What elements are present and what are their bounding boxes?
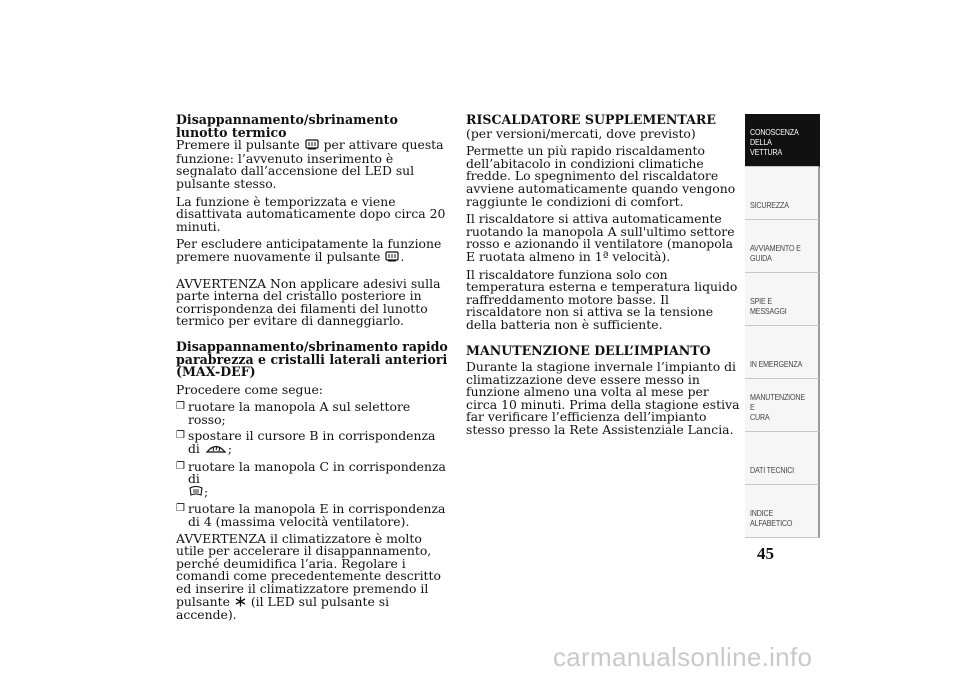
windshield-defrost-icon bbox=[205, 443, 227, 457]
chapter-tab-label: IN EMERGENZA bbox=[750, 359, 803, 369]
chapter-tab-label: SPIE E MESSAGGI bbox=[750, 296, 787, 316]
section-heading-heater: RISCALDATORE SUPPLEMENTARE bbox=[466, 112, 716, 127]
chapter-tab[interactable] bbox=[745, 432, 820, 485]
chapter-tab-label: AVVIAMENTO E GUIDA bbox=[750, 243, 801, 263]
checkbox-bullet-icon: ❒ bbox=[176, 460, 185, 472]
warning-paragraph: AVVERTENZA Non applicare adesivi sulla parte interna del cristallo posteriore in corrispondenza dei filamenti del lunotto termico per evitare di danneggiarlo. bbox=[176, 275, 441, 329]
watermark: carmanualsonline.info bbox=[553, 642, 813, 672]
chapter-tab-label: CONOSCENZA DELLA VETTURA bbox=[750, 127, 799, 157]
section-heading-maintenance: MANUTENZIONE DELL’IMPIANTO bbox=[466, 342, 711, 358]
chapter-tab-label: INDICE ALFABETICO bbox=[750, 508, 793, 528]
paragraph: Permette un più rapido riscaldamento dell’abitacolo in condizioni climatiche fredde. Lo spegnimento del riscaldatore avviene automaticamente quando vengono raggiunte le condizioni di comfort. bbox=[466, 143, 736, 209]
warning-paragraph: AVVERTENZA il climatizzatore è molto utile per accelerare il disappannamento, perché deumidifica l’aria. Regolare i comandi come precedentemente descritto ed inserire il climatizzatore premendo il pulsante (il LED sul pulsante si accende). bbox=[176, 530, 441, 623]
page-number: 45 bbox=[757, 544, 774, 563]
chapter-tab[interactable] bbox=[745, 379, 820, 432]
list-item: ❒ ruotare la manopola E in corrispondenza di 4 (massima velocità ventilatore). bbox=[176, 501, 446, 530]
chapter-tab[interactable] bbox=[745, 326, 820, 379]
left-column bbox=[176, 114, 448, 627]
paragraph: Premere il pulsante per attivare questa funzione: l’avvenuto inserimento è segnalato dall’accensione del LED sul pulsante stesso. bbox=[176, 137, 444, 191]
chapter-tab[interactable] bbox=[745, 114, 820, 167]
paragraph: Il riscaldatore si attiva automaticamente ruotando la manopola A sull'ultimo settore rosso e azionando il ventilatore (manopola E ruotata almeno in 1ª velocità). bbox=[466, 211, 735, 264]
checkbox-bullet-icon: ❒ bbox=[176, 430, 185, 442]
chapter-tabs bbox=[745, 114, 820, 538]
section-heading-max-def: Disappannamento/sbrinamento rapido parabrezza e cristalli laterali anteriori (MAX-DEF) bbox=[176, 338, 448, 380]
list-item: ❒ ruotare la manopola C in corrispondenza di ; bbox=[176, 458, 446, 499]
chapter-tab[interactable] bbox=[745, 485, 820, 538]
paragraph: Durante la stagione invernale l’impianto di climatizzazione deve essere messo in funzione almeno una volta al mese per circa 10 minuti. Prima della stagione estiva far verificare l’efficienza dell’impianto stesso presso la Rete Assistenziale Lancia. bbox=[466, 359, 740, 438]
chapter-tab-label: SICUREZZA bbox=[750, 200, 789, 210]
chapter-tab-label: MANUTENZIONE E CURA bbox=[750, 392, 805, 422]
checkbox-bullet-icon: ❒ bbox=[176, 401, 185, 413]
section-subtitle: (per versioni/mercati, dove previsto) bbox=[466, 125, 696, 141]
chapter-tab[interactable] bbox=[745, 220, 820, 273]
checkbox-bullet-icon: ❒ bbox=[176, 503, 185, 515]
paragraph: Procedere come segue: bbox=[176, 381, 323, 397]
list-item: ❒ ruotare la manopola A sul selettore rosso; bbox=[176, 399, 411, 427]
chapter-tab[interactable] bbox=[745, 273, 820, 326]
chapter-tab-label: DATI TECNICI bbox=[750, 465, 794, 475]
paragraph: Il riscaldatore funziona solo con temperatura esterna e temperatura liquido raffreddamento motore basse. Il riscaldatore non si attiva se la tensione della batteria non è sufficiente. bbox=[466, 266, 738, 332]
paragraph: Per escludere anticipatamente la funzione premere nuovamente il pulsante . bbox=[176, 236, 442, 264]
right-column bbox=[466, 114, 742, 442]
rear-defrost-icon bbox=[385, 251, 399, 265]
list-item: ❒ spostare il cursore B in corrispondenza di ; bbox=[176, 428, 436, 457]
section-heading-rear-defrost: Disappannamento/sbrinamento lunotto termico bbox=[176, 112, 398, 140]
paragraph: La funzione è temporizzata e viene disattivata automaticamente dopo circa 20 minuti. bbox=[176, 193, 446, 234]
chapter-tab[interactable] bbox=[745, 167, 820, 220]
air-flow-windshield-icon bbox=[189, 486, 203, 500]
